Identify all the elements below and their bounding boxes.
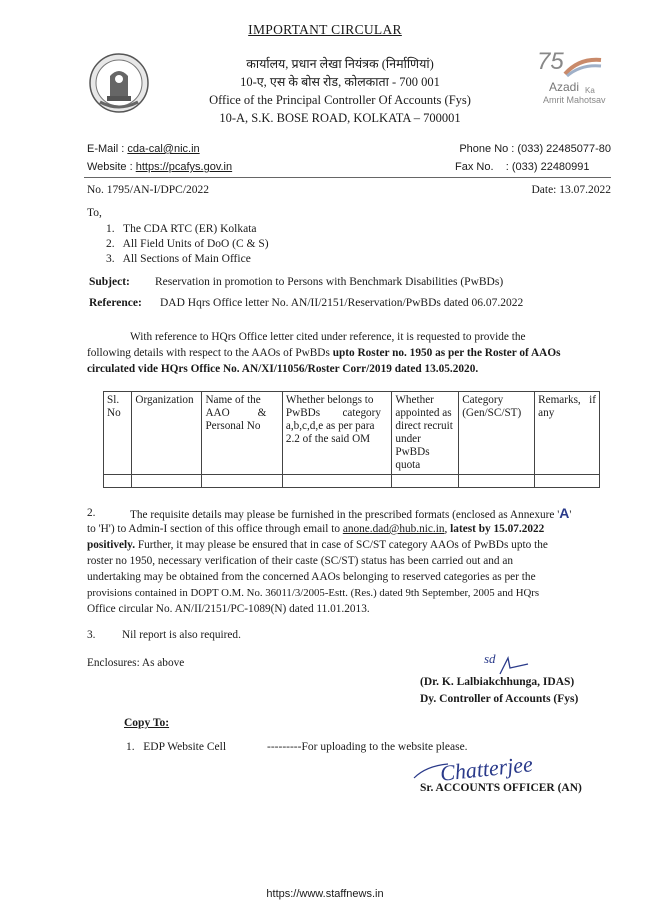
signatory-name: (Dr. K. Lalbiakchhunga, IDAS) <box>420 676 575 688</box>
circular-title: IMPORTANT CIRCULAR <box>248 22 402 37</box>
table-header-row <box>104 392 600 475</box>
para3-number: 3. <box>87 629 96 641</box>
para2-line2: to 'H') to Admin-I section of this office through email to anone.dad@hub.nic.in, latest by 15.07.2022 <box>87 523 545 535</box>
para2-line6: provisions contained in DOPT O.M. No. 36011/3/2005-Estt. (Res.) dated 9th September, 2005 and HQrs <box>87 587 540 599</box>
copy-to-purpose: ---------For uploading to the website please. <box>267 741 468 753</box>
signatory-designation: Dy. Controller of Accounts (Fys) <box>420 693 579 705</box>
col-header-remarks: Remarks, if any <box>535 392 600 475</box>
col-header-direct-recruit: Whether appointed as direct recruit under PwBDs quota <box>392 392 459 475</box>
signature-flourish-icon <box>412 758 452 782</box>
para2-line5: undertaking may be obtained from the concerned AAOs belonging to reserved categories as per the <box>87 571 536 583</box>
header-divider <box>84 177 611 178</box>
website-line: Website : https://pcafys.gov.in <box>87 161 233 173</box>
col-header-sl-no: Sl. No <box>104 392 132 475</box>
para1-line3: circulated vide HQrs Office No. AN/XI/11056/Roster Corr/2019 dated 13.05.2020. <box>87 363 479 375</box>
col-header-organization: Organization <box>132 392 202 475</box>
phone-number: Phone No : (033) 22485077-80 <box>459 143 611 155</box>
para2-line4: roster no 1950, necessary verification of their caste (SC/ST) status has been carried out and an <box>87 555 514 567</box>
officer-title: Sr. ACCOUNTS OFFICER (AN) <box>420 782 582 794</box>
officer-signature: Chatterjee <box>438 751 534 786</box>
circular-date: Date: 13.07.2022 <box>531 184 611 196</box>
para2-line3: positively. Further, it may please be ensured that in case of SC/ST category AAOs of PwBDs upto the <box>87 539 548 551</box>
pwbd-details-table <box>103 391 600 488</box>
recipient-item: 2. All Field Units of DoO (C & S) <box>106 238 269 250</box>
para2-line7: Office circular No. AN/II/2151/PC-1089(N) dated 11.01.2013. <box>87 603 370 615</box>
para3-text: Nil report is also required. <box>122 629 241 641</box>
office-name-english: Office of the Principal Controller Of Accounts (Fys) <box>209 93 471 107</box>
national-emblem-icon <box>88 52 150 114</box>
to-label: To, <box>87 207 102 219</box>
table-row <box>104 475 600 488</box>
para1-line1: With reference to HQrs Office letter cited under reference, it is requested to provide the <box>130 331 526 343</box>
recipient-item: 3. All Sections of Main Office <box>106 253 251 265</box>
signature-stroke-icon <box>494 654 534 676</box>
reference-number: No. 1795/AN-I/DPC/2022 <box>87 184 210 196</box>
sd-mark: sd <box>484 651 496 666</box>
subject-label: Subject: <box>89 276 130 288</box>
azadi-ka-amrit-mahotsav-logo: 75 Azadi Ka Amrit Mahotsav <box>537 48 606 105</box>
office-address-english: 10-A, S.K. BOSE ROAD, KOLKATA – 700001 <box>219 111 461 125</box>
copy-to-item: 1. EDP Website Cell <box>126 741 227 753</box>
para2-number: 2. <box>87 507 96 519</box>
flag-swoosh-icon <box>563 56 603 78</box>
email-link[interactable]: cda-cal@nic.in <box>127 143 200 155</box>
office-name-hindi: कार्यालय, प्रधान लेखा नियंत्रक (निर्माणियां) <box>246 57 434 71</box>
subject-text: Reservation in promotion to Persons with Benchmark Disabilities (PwBDs) <box>155 276 504 288</box>
reference-text: DAD Hqrs Office letter No. AN/II/2151/Reservation/PwBDs dated 06.07.2022 <box>160 297 524 309</box>
admin-email-link[interactable]: anone.dad@hub.nic.in <box>342 523 445 535</box>
col-header-category: Category (Gen/SC/ST) <box>459 392 535 475</box>
col-header-pwbd-category: Whether belongs to PwBDs category a,b,c,d,e as per para 2.2 of the said OM <box>282 392 391 475</box>
office-address-hindi: 10-ए, एस के बोस रोड, कोलकाता - 700 001 <box>240 75 440 89</box>
website-link[interactable]: https://pcafys.gov.in <box>135 161 233 173</box>
col-header-name-aao: Name of the AAO & Personal No <box>202 392 282 475</box>
para1-line2: following details with respect to the AAOs of PwBDs upto Roster no. 1950 as per the Roster of AAOs <box>87 347 561 359</box>
email-line: E-Mail : cda-cal@nic.in <box>87 143 200 155</box>
footer-url[interactable]: https://www.staffnews.in <box>266 888 384 900</box>
reference-label: Reference: <box>89 297 142 309</box>
enclosures-line: Enclosures: As above <box>87 657 185 669</box>
fax-number: Fax No. : (033) 22480991 <box>455 161 590 173</box>
para2-line1: The requisite details may please be furnished in the prescribed formats (enclosed as Annexure 'A' <box>130 505 572 521</box>
recipient-item: 1. The CDA RTC (ER) Kolkata <box>106 223 257 235</box>
copy-to-label: Copy To: <box>124 717 170 729</box>
